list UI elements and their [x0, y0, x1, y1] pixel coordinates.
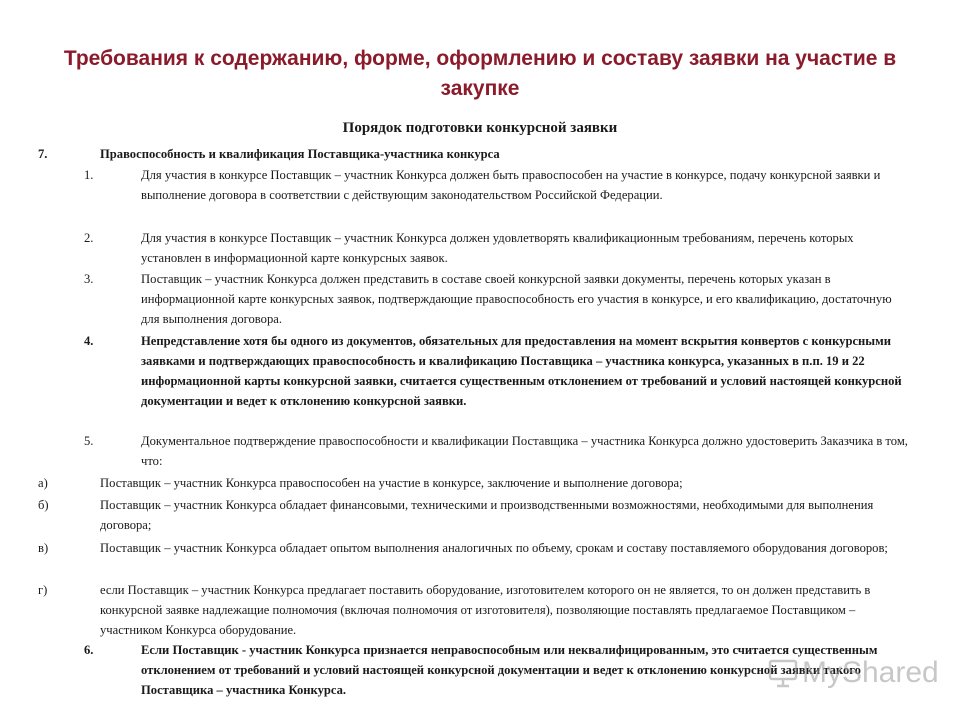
- presentation-board-icon: [768, 658, 798, 688]
- item-number: 4.: [84, 334, 94, 348]
- item-number: 3.: [84, 272, 94, 286]
- list-item: [0, 580, 960, 640]
- item-number: 2.: [84, 231, 94, 245]
- item-text: Документальное подтверждение правоспособности и квалификации Поставщика – участника Конкурса должно удостоверить Заказчика в том, что:: [141, 434, 908, 468]
- item-text: Поставщик – участник Конкурса правоспособен на участие в конкурсе, заключение и выполнение договора;: [100, 476, 683, 490]
- list-item: [0, 269, 960, 329]
- list-item: [0, 331, 960, 431]
- list-item: [0, 165, 960, 225]
- item-number: 5.: [84, 434, 94, 448]
- item-letter: б): [38, 498, 49, 512]
- item-letter: в): [38, 541, 49, 555]
- item-number: 6.: [84, 643, 94, 657]
- item-text: Для участия в конкурсе Поставщик – участник Конкурса должен быть правоспособен на участие в конкурсе, подачу конкурсной заявки и выполнение договора в соответствии с действующим законодательством Российской Федерации.: [141, 168, 881, 202]
- list-item: [0, 431, 960, 471]
- watermark-text: MyShared: [802, 656, 939, 689]
- item-text: Поставщик – участник Конкурса обладает финансовыми, техническими и производственными возможностями, необходимыми для выполнения договора;: [100, 498, 874, 532]
- watermark: [768, 656, 939, 690]
- list-item: [0, 473, 960, 493]
- list-item: [0, 538, 960, 578]
- list-item: [0, 228, 960, 268]
- item-text: Поставщик – участник Конкурса обладает опытом выполнения аналогичных по объему, срокам и составу поставляемого оборудования договоров;: [100, 541, 888, 555]
- item-letter: а): [38, 476, 48, 490]
- item-text: Поставщик – участник Конкурса должен представить в составе своей конкурсной заявки документы, перечень которых указан в информационной карте конкурсных заявок, подтверждающие правоспособность его участия в конкурсе, и его квалификацию, достаточную для выполнения договора.: [141, 272, 892, 326]
- section-title: Правоспособность и квалификация Поставщика-участника конкурса: [100, 147, 500, 161]
- item-text: если Поставщик – участник Конкурса предлагает поставить оборудование, изготовителем которого он не является, то он должен представить в конкурсной заявке надлежащие полномочия (включая полномочия от изготовителя), позволяющие поставлять предлагаемое Поставщиком – участником Конкурса оборудование.: [100, 583, 871, 637]
- slide-title: Требования к содержанию, форме, оформлению и составу заявки на участие в закупке: [63, 47, 897, 100]
- item-text: Если Поставщик - участник Конкурса признается неправоспособным или неквалифицированным, это считается существенным отклонением от требований и условий настоящей конкурсной документации и ведет к отклонению конкурсной заявки такого Поставщика – участника Конкурса.: [141, 643, 878, 697]
- list-item: [0, 495, 960, 535]
- item-letter: г): [38, 583, 48, 597]
- item-text: Для участия в конкурсе Поставщик – участник Конкурса должен удовлетворять квалификационным требованиям, перечень которых установлен в информационной карте конкурсных заявок.: [141, 231, 854, 265]
- item-text: Непредставление хотя бы одного из документов, обязательных для предоставления на момент вскрытия конвертов с конкурсными заявками и подтверждающих правоспособность и квалификацию Поставщика – участника конкурса, указанных в п.п. 19 и 22 информационной карты конкурсной заявки, считается существенным отклонением от требований и условий настоящей конкурсной документации и ведет к отклонению конкурсной заявки.: [141, 334, 902, 408]
- section-heading: [0, 144, 960, 164]
- item-number: 1.: [84, 168, 94, 182]
- slide-subtitle: Порядок подготовки конкурсной заявки: [342, 120, 618, 136]
- section-number: 7.: [38, 147, 48, 161]
